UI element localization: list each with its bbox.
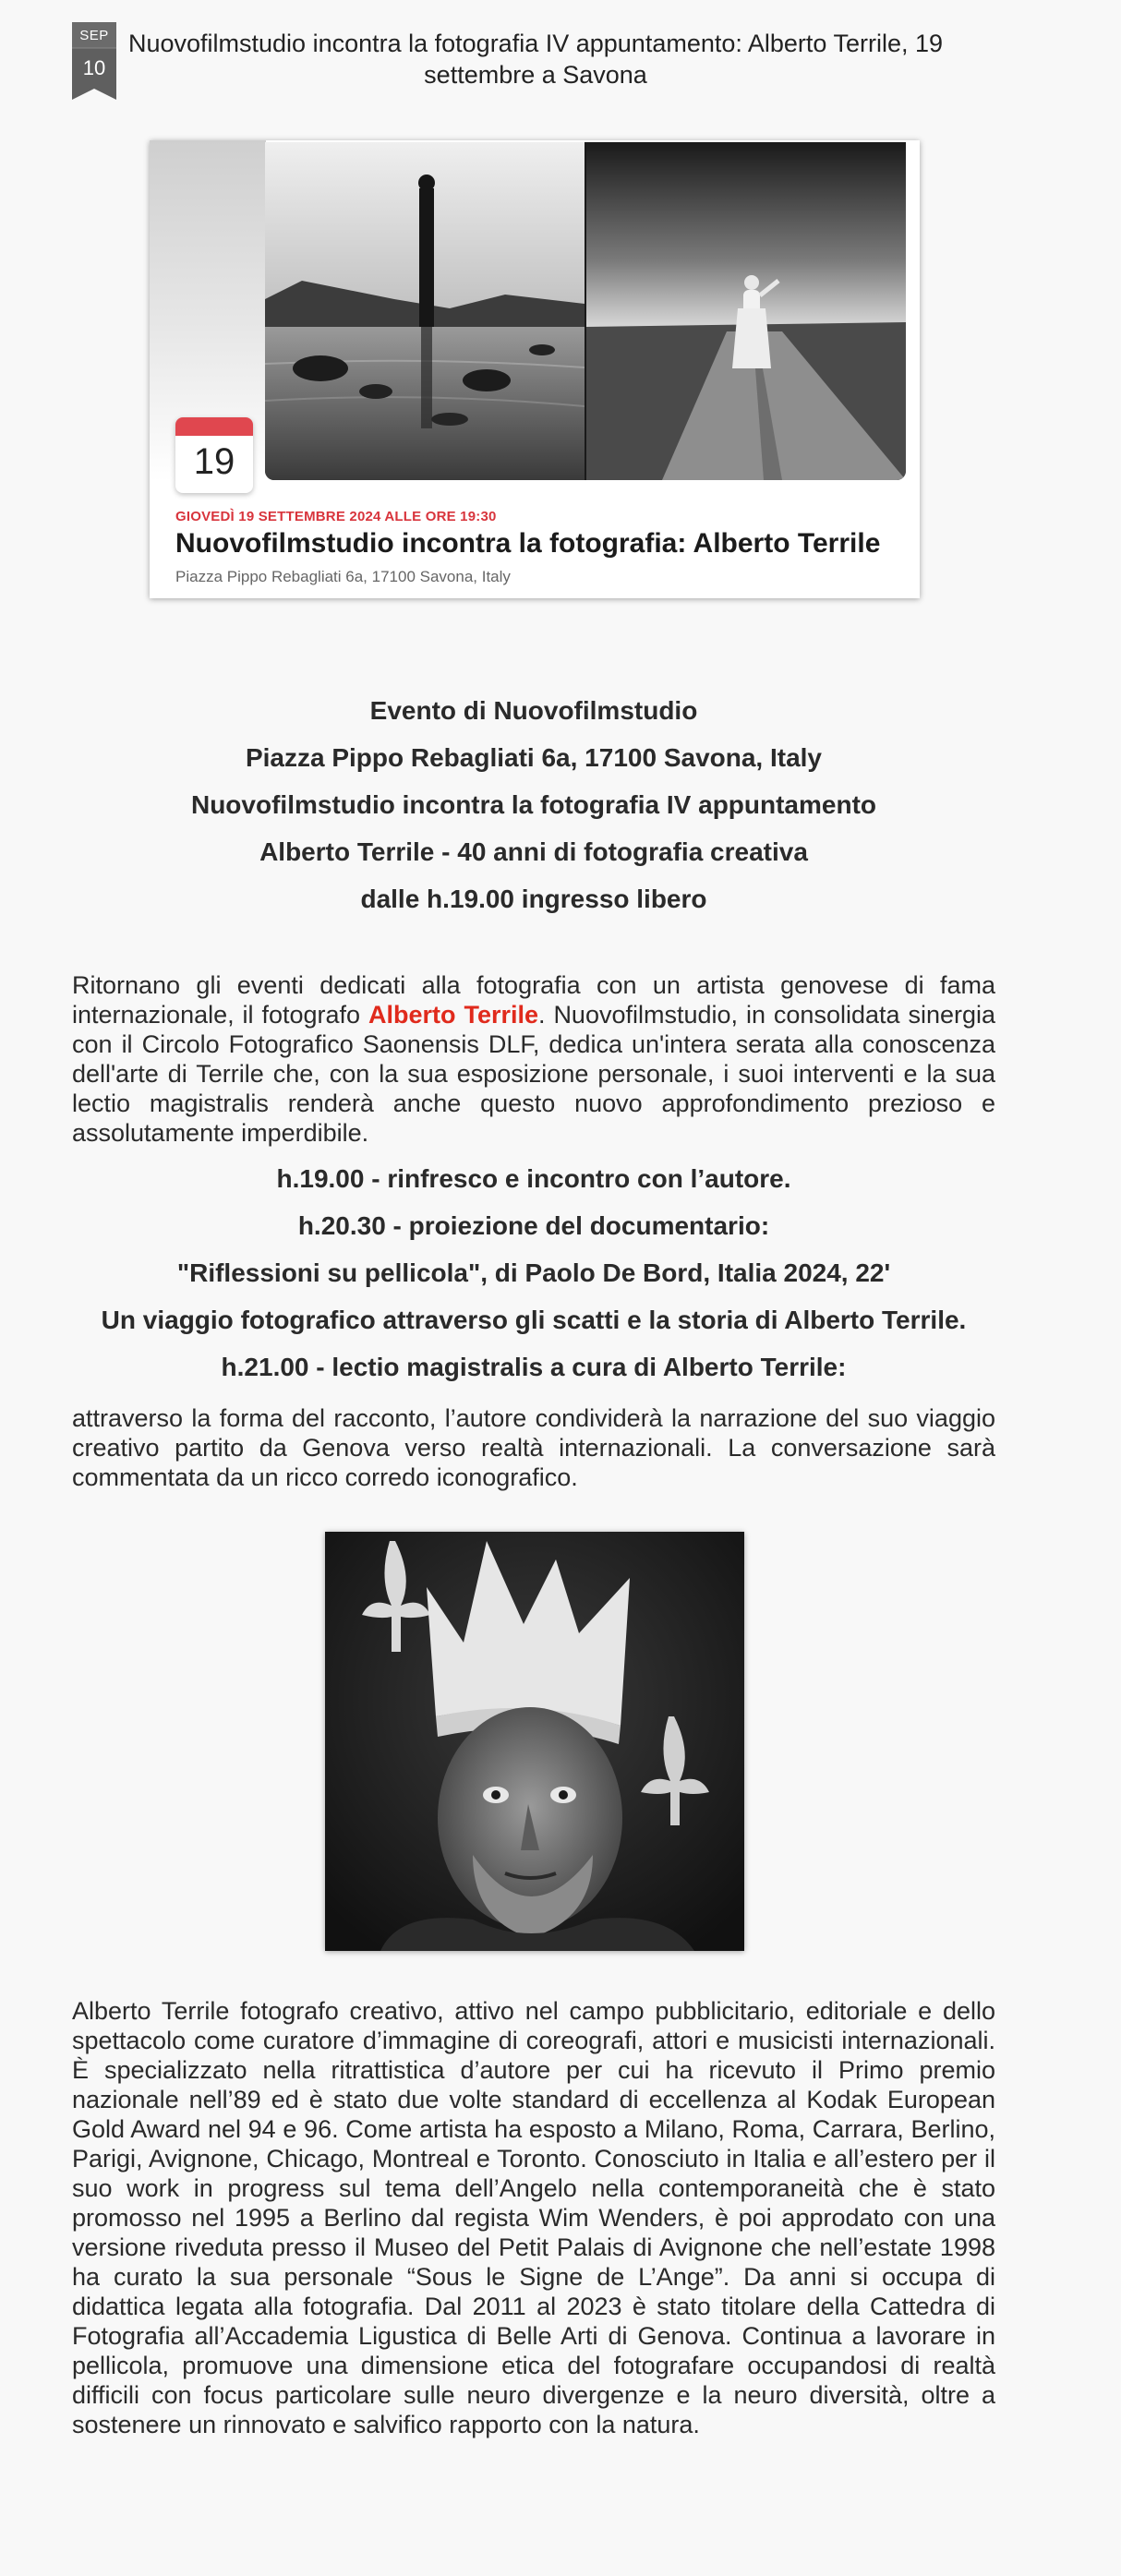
card-calendar-header (175, 417, 253, 436)
event-photo (265, 142, 906, 480)
info-address: Piazza Pippo Rebagliati 6a, 17100 Savona, Italy (245, 743, 823, 772)
schedule-block (72, 1155, 995, 1390)
lectio-paragraph: attraverso la forma del racconto, l’autore condividerà la narrazione del suo viaggio creativo partito da Genova verso realtà internazionali. La conversazione sarà commentata da un ricco corredo iconografico. (72, 1404, 995, 1491)
post-date-badge (72, 22, 116, 100)
card-calendar-day: 19 (193, 441, 235, 482)
info-time: dalle h.19.00 ingresso libero (360, 885, 707, 913)
schedule-documentary-desc: Un viaggio fotografico attraverso gli scatti e la storia di Alberto Terrile. (101, 1306, 967, 1334)
card-date-line: GIOVEDÌ 19 SETTEMBRE 2024 ALLE ORE 19:30 (175, 509, 497, 524)
date-month: SEP (79, 28, 109, 43)
event-card-image[interactable] (150, 140, 920, 598)
schedule-screening: h.20.30 - proiezione del documentario: (297, 1211, 770, 1240)
bio-paragraph: Alberto Terrile fotografo creativo, attivo nel campo pubblicitario, editoriale e dello spettacolo come curatore d’immagine di coreografi, attori e musicisti internazionali. È specializzato nella ritrattistica d’autore per cui ha ricevuto il Primo premio nazionale nell’89 ed è stato due volte standard di eccellenza al Kodak European Gold Award nel 94 e 96. Come artista ha esposto a Milano, Roma, Carrara, Berlino, Parigi, Avignone, Chicago, Montreal e Toronto. Conosciuto in Italia e all’estero per il suo work in progress sul tema dell’Angelo nella contemporaneità che è stato promosso nel 1995 a Berlino dal regista Wim Wenders, è poi approdato con una versione riveduta presso il Museo del Petit Palais di Avignone che nell’estate 1998 ha curato la sua personale “Sous le Signe de L’Ange”. Da anni si occupa di didattica legata alla fotografia. Dal 2011 al 2023 è stato titolare della Cattedra di Fotografia all’Accademia Ligustica di Belle Arti di Genova. Continua a lavorare in pellicola, promuove una dimensione etica del fotografare occupandosi di realtà difficili con focus particolare sulle neuro divergenze e la neuro diversità, oltre a sostenere un rinnovato e salvifico rapporto con la natura. (72, 1997, 995, 2438)
intro-text-before: Ritornano gli eventi dedicati alla fotografia con un artista genovese di fama internazionale, il fotografo (72, 971, 995, 1029)
card-calendar-icon (175, 417, 253, 493)
post-title[interactable]: Nuovofilmstudio incontra la fotografia IV appuntamento: Alberto Terrile, 19 settembre a Savona (127, 30, 943, 89)
date-day: 10 (82, 56, 106, 79)
artist-portrait-image[interactable] (325, 1532, 744, 1951)
card-address: Piazza Pippo Rebagliati 6a, 17100 Savona, Italy (175, 568, 511, 585)
intro-text-after: . Nuovofilmstudio, in consolidata sinergia con il Circolo Fotografico Saonensis DLF, dedica un'intera serata alla conoscenza dell'arte di Terrile che, con la sua esposizione personale, i suoi interventi e la sua lectio magistralis renderà anche questo nuovo approfondimento prezioso e assolutamente imperdibile. (72, 1001, 995, 1147)
card-title: Nuovofilmstudio incontra la fotografia: Alberto Terrile (175, 528, 881, 559)
schedule-lectio: h.21.00 - lectio magistralis a cura di Alberto Terrile: (221, 1353, 847, 1381)
portrait-artwork (325, 1532, 744, 1951)
intro-paragraph (72, 970, 995, 1148)
schedule-documentary-title: "Riflessioni su pellicola", di Paolo De Bord, Italia 2024, 22' (176, 1258, 891, 1287)
schedule-refreshment: h.19.00 - rinfresco e incontro con l’autore. (276, 1164, 791, 1193)
info-subtitle: Alberto Terrile - 40 anni di fotografia creativa (259, 837, 808, 866)
event-info-block (72, 687, 995, 922)
artist-name-highlight: Alberto Terrile (368, 1001, 538, 1029)
info-organizer: Evento di Nuovofilmstudio (369, 696, 698, 725)
info-event-name: Nuovofilmstudio incontra la fotografia IV appuntamento (190, 790, 876, 819)
event-photo-artwork (265, 142, 906, 480)
